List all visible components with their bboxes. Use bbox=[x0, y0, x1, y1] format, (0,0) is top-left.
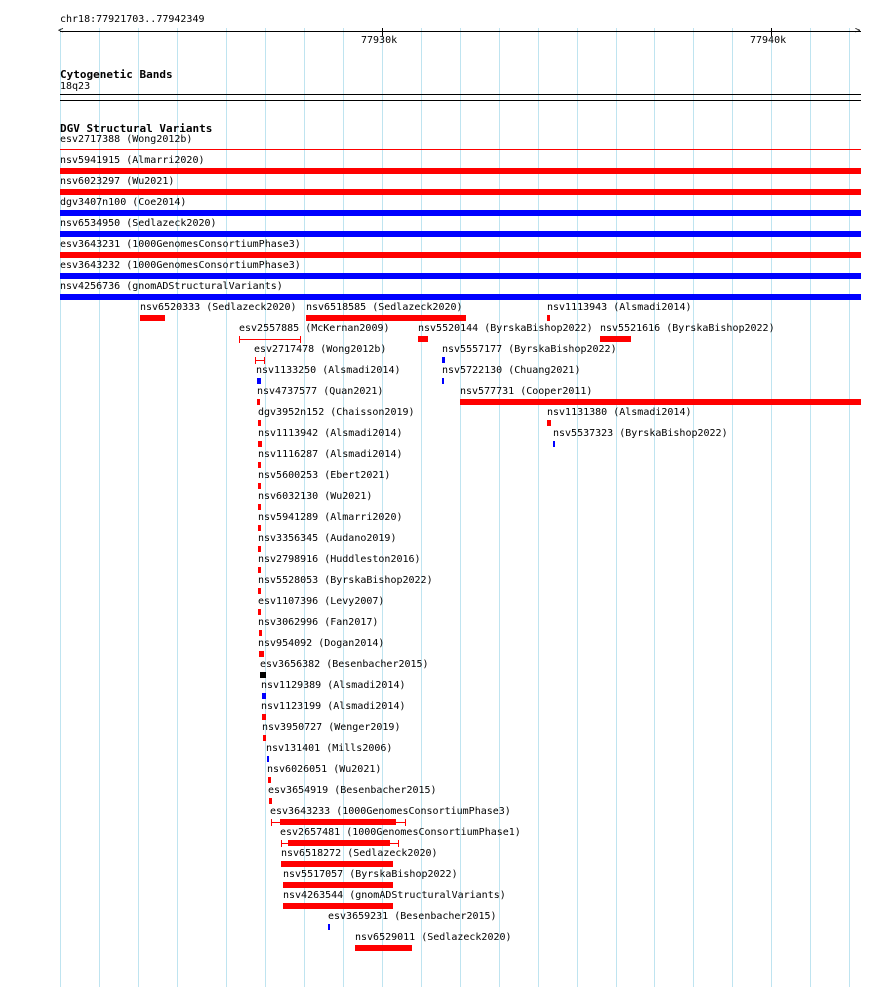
variant-label: nsv4737577 (Quan2021) bbox=[257, 386, 384, 397]
variant-label: esv1107396 (Levy2007) bbox=[258, 596, 385, 607]
variant-feature[interactable] bbox=[60, 189, 861, 195]
variant-feature[interactable] bbox=[258, 588, 261, 594]
variant-feature[interactable] bbox=[262, 714, 266, 720]
variant-label: nsv5520144 (ByrskaBishop2022) bbox=[418, 323, 593, 334]
variant-feature[interactable] bbox=[418, 336, 428, 342]
variant-label: nsv6520333 (Sedlazeck2020) bbox=[140, 302, 297, 313]
variant-feature[interactable] bbox=[258, 609, 261, 615]
variant-label: nsv577731 (Cooper2011) bbox=[460, 386, 593, 397]
variant-label: nsv6026051 (Wu2021) bbox=[267, 764, 382, 775]
variant-feature[interactable] bbox=[239, 339, 301, 340]
variant-feature[interactable] bbox=[260, 672, 266, 678]
track-divider bbox=[60, 100, 861, 101]
variant-label: nsv5521616 (ByrskaBishop2022) bbox=[600, 323, 775, 334]
variant-feature[interactable] bbox=[258, 567, 261, 573]
variant-core bbox=[288, 840, 390, 846]
variant-label: nsv4263544 (gnomADStructuralVariants) bbox=[283, 890, 506, 901]
variant-feature[interactable] bbox=[460, 399, 861, 405]
dgv-track-title: DGV Structural Variants bbox=[60, 122, 213, 135]
variant-feature[interactable] bbox=[442, 378, 444, 384]
variant-feature[interactable] bbox=[283, 882, 393, 888]
scroll-right-arrow[interactable]: > bbox=[855, 26, 861, 36]
variant-label: nsv4256736 (gnomADStructuralVariants) bbox=[60, 281, 283, 292]
variant-feature[interactable] bbox=[355, 945, 412, 951]
variant-feature[interactable] bbox=[258, 504, 261, 510]
variant-label: nsv1113943 (Alsmadi2014) bbox=[547, 302, 692, 313]
variant-label: nsv3356345 (Audano2019) bbox=[258, 533, 397, 544]
variant-feature[interactable] bbox=[306, 315, 466, 321]
variant-feature[interactable] bbox=[258, 546, 261, 552]
ruler-coordinate: 77930k bbox=[361, 35, 398, 46]
scroll-left-arrow[interactable]: < bbox=[58, 26, 64, 36]
variant-feature[interactable] bbox=[257, 378, 261, 384]
variant-label: esv3643233 (1000GenomesConsortiumPhase3) bbox=[270, 806, 511, 817]
variant-end-cap bbox=[271, 819, 272, 826]
variant-label: nsv5722130 (Chuang2021) bbox=[442, 365, 581, 376]
ruler-coordinate: 77940k bbox=[750, 35, 787, 46]
cytoband-label: 18q23 bbox=[60, 81, 91, 92]
variant-feature[interactable] bbox=[269, 798, 272, 804]
variant-feature[interactable] bbox=[258, 420, 261, 426]
variant-feature[interactable] bbox=[283, 903, 393, 909]
variant-label: nsv5528053 (ByrskaBishop2022) bbox=[258, 575, 433, 586]
variant-label: nsv5600253 (Ebert2021) bbox=[258, 470, 391, 481]
variant-feature[interactable] bbox=[328, 924, 330, 930]
variant-feature[interactable] bbox=[267, 756, 269, 762]
variant-label: nsv6032130 (Wu2021) bbox=[258, 491, 373, 502]
variant-label: dgv3952n152 (Chaisson2019) bbox=[258, 407, 415, 418]
variant-label: nsv6023297 (Wu2021) bbox=[60, 176, 175, 187]
variant-label: nsv954092 (Dogan2014) bbox=[258, 638, 385, 649]
variant-label: nsv6529011 (Sedlazeck2020) bbox=[355, 932, 512, 943]
variant-label: esv2717478 (Wong2012b) bbox=[254, 344, 387, 355]
cytoband-bar[interactable] bbox=[60, 94, 861, 95]
variant-feature[interactable] bbox=[257, 399, 260, 405]
variant-label: nsv2798916 (Huddleston2016) bbox=[258, 554, 421, 565]
variant-feature[interactable] bbox=[60, 168, 861, 174]
variant-end-cap bbox=[281, 840, 282, 847]
variant-label: esv3654919 (Besenbacher2015) bbox=[268, 785, 437, 796]
variant-label: nsv1133250 (Alsmadi2014) bbox=[256, 365, 401, 376]
variant-label: nsv5941289 (Almarri2020) bbox=[258, 512, 403, 523]
variant-label: nsv6518585 (Sedlazeck2020) bbox=[306, 302, 463, 313]
variant-label: nsv131401 (Mills2006) bbox=[266, 743, 393, 754]
variant-feature[interactable] bbox=[258, 441, 262, 447]
variant-label: esv3643232 (1000GenomesConsortiumPhase3) bbox=[60, 260, 301, 271]
variant-feature[interactable] bbox=[600, 336, 631, 342]
variant-label: nsv3950727 (Wenger2019) bbox=[262, 722, 401, 733]
variant-label: nsv1129389 (Alsmadi2014) bbox=[261, 680, 406, 691]
variant-feature[interactable] bbox=[60, 294, 861, 300]
variant-feature[interactable] bbox=[547, 420, 551, 426]
variant-label: dgv3407n100 (Coe2014) bbox=[60, 197, 187, 208]
variant-core bbox=[280, 819, 396, 825]
variant-end-cap bbox=[300, 336, 301, 343]
variant-label: nsv1123199 (Alsmadi2014) bbox=[261, 701, 406, 712]
variant-label: nsv3062996 (Fan2017) bbox=[258, 617, 379, 628]
variant-label: esv2657481 (1000GenomesConsortiumPhase1) bbox=[280, 827, 521, 838]
variant-feature[interactable] bbox=[258, 483, 261, 489]
location-label: chr18:77921703..77942349 bbox=[60, 14, 205, 25]
variant-label: nsv1116287 (Alsmadi2014) bbox=[258, 449, 403, 460]
variant-end-cap bbox=[405, 819, 406, 826]
variant-feature[interactable] bbox=[263, 735, 266, 741]
variant-feature[interactable] bbox=[258, 462, 261, 468]
variant-feature[interactable] bbox=[259, 630, 262, 636]
variant-feature[interactable] bbox=[262, 693, 266, 699]
variant-label: nsv6534950 (Sedlazeck2020) bbox=[60, 218, 217, 229]
variant-feature[interactable] bbox=[258, 525, 261, 531]
variant-label: nsv6518272 (Sedlazeck2020) bbox=[281, 848, 438, 859]
variant-end-cap bbox=[264, 357, 265, 364]
variant-label: nsv5941915 (Almarri2020) bbox=[60, 155, 205, 166]
variant-feature[interactable] bbox=[553, 441, 555, 447]
variant-label: nsv5557177 (ByrskaBishop2022) bbox=[442, 344, 617, 355]
variant-feature[interactable] bbox=[60, 231, 861, 237]
variant-label: nsv5537323 (ByrskaBishop2022) bbox=[553, 428, 728, 439]
variant-label: esv3659231 (Besenbacher2015) bbox=[328, 911, 497, 922]
variant-feature[interactable] bbox=[140, 315, 165, 321]
variant-feature[interactable] bbox=[60, 210, 861, 216]
variant-label: esv2717388 (Wong2012b) bbox=[60, 134, 193, 145]
variant-label: esv3656382 (Besenbacher2015) bbox=[260, 659, 429, 670]
variant-end-cap bbox=[398, 840, 399, 847]
variant-feature[interactable] bbox=[442, 357, 445, 363]
variant-feature[interactable] bbox=[60, 273, 861, 279]
variant-end-cap bbox=[239, 336, 240, 343]
variant-end-cap bbox=[255, 357, 256, 364]
variant-feature[interactable] bbox=[547, 315, 550, 321]
variant-label: esv2557885 (McKernan2009) bbox=[239, 323, 390, 334]
variant-feature[interactable] bbox=[60, 252, 861, 258]
variant-label: esv3643231 (1000GenomesConsortiumPhase3) bbox=[60, 239, 301, 250]
variant-label: nsv5517057 (ByrskaBishop2022) bbox=[283, 869, 458, 880]
cytoband-track-title: Cytogenetic Bands bbox=[60, 68, 173, 81]
variant-feature[interactable] bbox=[268, 777, 271, 783]
variant-feature[interactable] bbox=[281, 861, 393, 867]
variant-feature[interactable] bbox=[60, 149, 861, 150]
variant-label: nsv1131380 (Alsmadi2014) bbox=[547, 407, 692, 418]
variant-label: nsv1113942 (Alsmadi2014) bbox=[258, 428, 403, 439]
variant-feature[interactable] bbox=[259, 651, 264, 657]
ruler-axis bbox=[60, 31, 861, 32]
